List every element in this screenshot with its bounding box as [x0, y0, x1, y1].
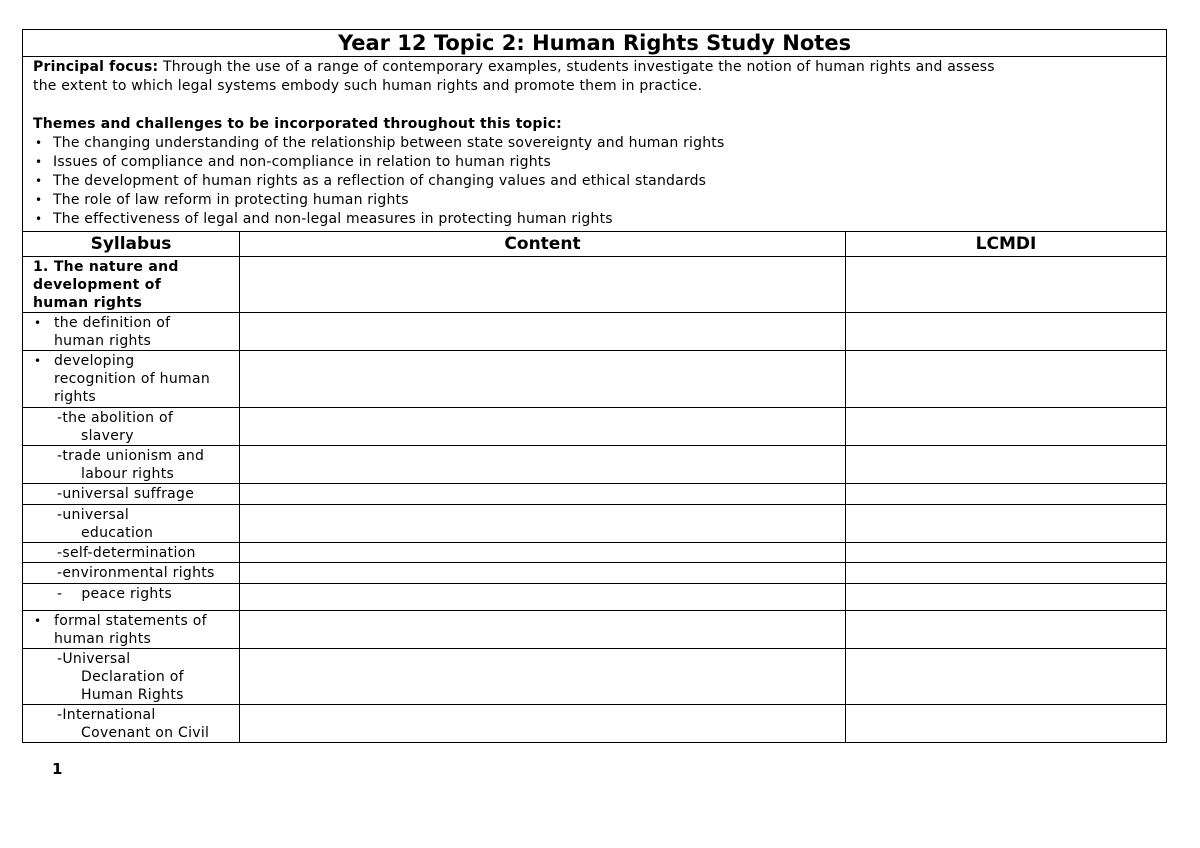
syllabus-line: Covenant on Civil [81, 725, 210, 741]
syllabus-sub-item [33, 564, 235, 582]
syllabus-line: human rights [33, 295, 143, 311]
column-header-syllabus: Syllabus [23, 232, 240, 257]
content-cell[interactable] [240, 611, 846, 649]
syllabus-sub-item [33, 506, 235, 542]
syllabus-cell [23, 563, 240, 584]
table-row [23, 446, 1167, 484]
content-cell[interactable] [240, 563, 846, 584]
column-header-content: Content [240, 232, 846, 257]
principal-focus [33, 58, 1156, 77]
syllabus-line: -International [57, 707, 156, 723]
lcmdi-cell[interactable] [846, 313, 1167, 351]
table-row [23, 484, 1167, 505]
principal-focus-label: Principal focus: [33, 59, 159, 75]
theme-item: • The development of human rights as a reflection of changing values and ethical standards [33, 172, 1156, 191]
syllabus-line: human rights [54, 631, 152, 647]
syllabus-cell [23, 649, 240, 705]
content-cell[interactable] [240, 705, 846, 743]
principal-focus-text-line2: the extent to which legal systems embody such human rights and promote them in practice. [33, 78, 703, 94]
table-row [23, 611, 1167, 649]
theme-item: • The changing understanding of the relationship between state sovereignty and human rights [33, 134, 1156, 153]
syllabus-cell [23, 257, 240, 313]
syllabus-sub-item [33, 447, 235, 483]
study-notes-table [22, 29, 1167, 743]
table-row [23, 563, 1167, 584]
content-cell[interactable] [240, 649, 846, 705]
content-cell[interactable] [240, 351, 846, 408]
lcmdi-cell[interactable] [846, 408, 1167, 446]
lcmdi-cell[interactable] [846, 584, 1167, 611]
themes-heading: Themes and challenges to be incorporated throughout this topic: [33, 116, 562, 132]
syllabus-cell [23, 484, 240, 505]
syllabus-line: • the definition of [54, 315, 171, 331]
syllabus-line: -environmental rights [57, 565, 215, 581]
syllabus-sub-item [33, 409, 235, 445]
syllabus-line: • developing [54, 353, 135, 369]
content-cell[interactable] [240, 313, 846, 351]
syllabus-cell [23, 611, 240, 649]
content-cell[interactable] [240, 584, 846, 611]
lcmdi-cell[interactable] [846, 705, 1167, 743]
table-row [23, 408, 1167, 446]
syllabus-line: labour rights [81, 466, 175, 482]
lcmdi-cell[interactable] [846, 446, 1167, 484]
lcmdi-cell[interactable] [846, 257, 1167, 313]
syllabus-bullet-item [33, 314, 235, 350]
syllabus-cell [23, 446, 240, 484]
syllabus-line: - peace rights [57, 586, 172, 602]
syllabus-line: -self-determination [57, 545, 196, 561]
theme-item: • Issues of compliance and non-compliance in relation to human rights [33, 153, 1156, 172]
syllabus-line: -universal [57, 507, 130, 523]
syllabus-cell [23, 543, 240, 563]
lcmdi-cell[interactable] [846, 649, 1167, 705]
content-cell[interactable] [240, 505, 846, 543]
content-cell[interactable] [240, 484, 846, 505]
intro-section [23, 57, 1167, 232]
syllabus-cell [23, 313, 240, 351]
syllabus-sub-item [33, 485, 235, 503]
document-title: Year 12 Topic 2: Human Rights Study Notes [23, 30, 1167, 57]
lcmdi-cell[interactable] [846, 351, 1167, 408]
syllabus-line: recognition of human [54, 371, 211, 387]
table-row [23, 649, 1167, 705]
syllabus-line: -Universal [57, 651, 131, 667]
column-header-lcmdi: LCMDI [846, 232, 1167, 257]
syllabus-cell [23, 705, 240, 743]
lcmdi-cell[interactable] [846, 611, 1167, 649]
syllabus-line: -the abolition of [57, 410, 174, 426]
content-cell[interactable] [240, 257, 846, 313]
table-row [23, 705, 1167, 743]
syllabus-line: -trade unionism and [57, 448, 205, 464]
syllabus-line: • formal statements of [54, 613, 207, 629]
syllabus-line: slavery [81, 428, 134, 444]
syllabus-line: education [81, 525, 154, 541]
syllabus-sub-item [33, 585, 235, 603]
syllabus-line: human rights [54, 333, 152, 349]
lcmdi-cell[interactable] [846, 563, 1167, 584]
theme-item: • The role of law reform in protecting human rights [33, 191, 1156, 210]
syllabus-cell [23, 505, 240, 543]
syllabus-cell [23, 408, 240, 446]
syllabus-sub-item [33, 650, 235, 704]
lcmdi-cell[interactable] [846, 505, 1167, 543]
content-cell[interactable] [240, 446, 846, 484]
syllabus-cell [23, 584, 240, 611]
syllabus-line: -universal suffrage [57, 486, 195, 502]
content-cell[interactable] [240, 543, 846, 563]
syllabus-line: 1. The nature and [33, 259, 179, 275]
themes-list [33, 134, 1156, 229]
syllabus-bullet-item [33, 612, 235, 648]
table-row [23, 351, 1167, 408]
page-number: 1 [52, 760, 63, 778]
table-row [23, 543, 1167, 563]
theme-item: • The effectiveness of legal and non-legal measures in protecting human rights [33, 210, 1156, 229]
principal-focus-text-line1: Through the use of a range of contemporary examples, students investigate the notion of human rights and assess [162, 59, 995, 75]
content-cell[interactable] [240, 408, 846, 446]
lcmdi-cell[interactable] [846, 484, 1167, 505]
syllabus-line: rights [54, 389, 96, 405]
table-row [23, 313, 1167, 351]
syllabus-sub-item [33, 544, 235, 562]
syllabus-line: development of [33, 277, 162, 293]
lcmdi-cell[interactable] [846, 543, 1167, 563]
syllabus-line: Human Rights [81, 687, 184, 703]
table-row [23, 584, 1167, 611]
syllabus-bullet-item [33, 352, 235, 406]
table-row [23, 505, 1167, 543]
syllabus-sub-item [33, 706, 235, 742]
syllabus-cell [23, 351, 240, 408]
syllabus-line: Declaration of [81, 669, 184, 685]
table-row [23, 257, 1167, 313]
